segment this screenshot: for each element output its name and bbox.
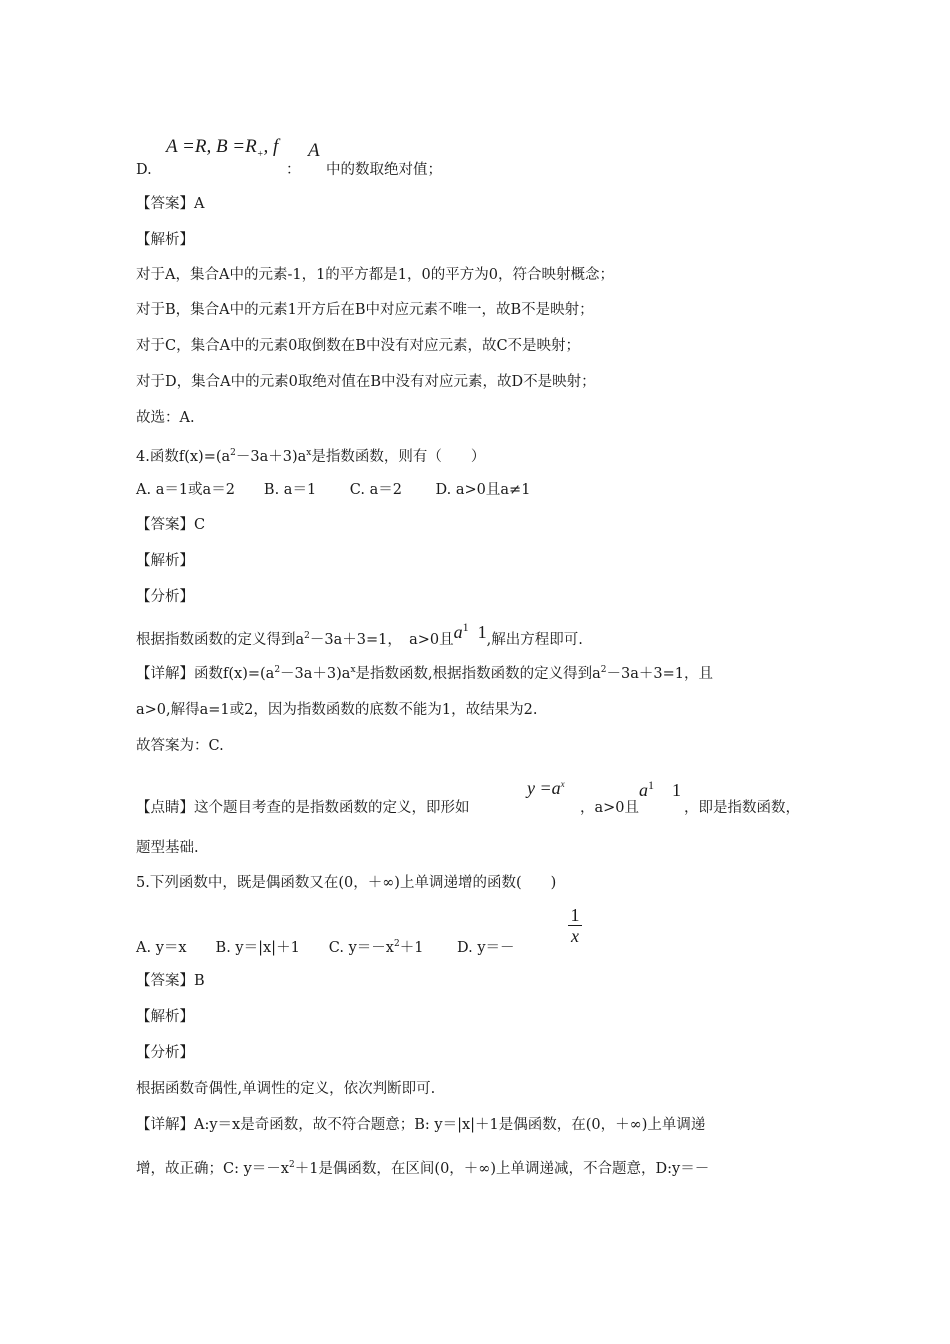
- option-d-math-a: A: [308, 140, 320, 161]
- dianjing-text: 【点睛】这个题目考查的是指数函数的定义，即形如: [136, 800, 470, 816]
- dianjing-mid: ，a>0且: [580, 800, 640, 816]
- q5-fraction: 1 x: [568, 905, 582, 946]
- q4-dianjing-line2: 题型基础.: [136, 840, 199, 856]
- q4-detail-line3: 故答案为：C.: [136, 738, 224, 754]
- q3-analysis-line: 对于C，集合A中的元素0取倒数在B中没有对应元素，故C不是映射；: [136, 338, 581, 354]
- colon: ：: [286, 162, 301, 178]
- q4-fenxi-title: 【分析】: [136, 589, 194, 605]
- option-label: D.: [136, 162, 152, 178]
- q5-analysis-title: 【解析】: [136, 1009, 194, 1025]
- q3-analysis-line: 对于A，集合A中的元素-1，1的平方都是1，0的平方为0，符合映射概念；: [136, 267, 614, 283]
- dianjing-post: ，即是指数函数，: [684, 800, 800, 816]
- q5-detail-line1: 【详解】A:y＝x是奇函数，故不符合题意；B: y＝|x|＋1是偶函数，在(0，＋∞)上单调递: [136, 1117, 706, 1133]
- q4-options: A. a＝1或a＝2 B. a＝1 C. a＝2 D. a>0且a≠1: [136, 482, 531, 498]
- q5-answer: 【答案】B: [136, 973, 205, 989]
- q5-fenxi-title: 【分析】: [136, 1045, 194, 1061]
- q4-detail-line1: 【详解】函数$f(x)=(a^2-3a+3)a^x$是指数函数,根据指数函数的定义得到$a^2-3a+3=1$，且: [136, 665, 714, 682]
- q4-answer: 【答案】C: [136, 517, 206, 533]
- q3-answer: 【答案】A: [136, 196, 205, 212]
- option-d-math: A =R, $B =R_+$, f: [166, 136, 279, 160]
- dianjing-math2: $a^1$ 1: [639, 778, 681, 800]
- q3-conclusion: 故选：A.: [136, 410, 195, 426]
- q3-analysis-line: 对于B，集合A中的元素1开方后在B中对应元素不唯一，故B不是映射；: [136, 302, 594, 318]
- q5-question: 5.下列函数中，既是偶函数又在(0，＋∞)上单调递增的函数( ): [136, 875, 557, 891]
- dianjing-math: $y =a^x$: [527, 778, 565, 798]
- q3-analysis-title: 【解析】: [136, 232, 194, 248]
- q4-analysis-title: 【解析】: [136, 553, 194, 569]
- q5-fenxi-text: 根据函数奇偶性,单调性的定义，依次判断即可.: [136, 1081, 436, 1097]
- q4-question: 4.函数$f(x)=(a^2-3a+3)a^x$是指数函数，则有（ ）: [136, 448, 486, 465]
- option-d-text: 中的数取绝对值；: [326, 162, 442, 178]
- q5-options: A. y＝x B. y＝|x|＋1 C. $y=-x^2+1$ D. y＝－: [136, 939, 515, 956]
- q4-detail-line2: a>0,解得a=1或2，因为指数函数的底数不能为1，故结果为2.: [136, 702, 538, 718]
- q4-fenxi-text: 根据指数函数的定义得到$a^2-3a+3=1$， a>0且$a^1$ 1,解出方程即可.: [136, 620, 583, 648]
- q5-detail-line2: 增，故正确；C: $y=-x^2+1$是偶函数，在区间(0，＋∞)上单调递减，不合题意，D:y＝－: [136, 1160, 710, 1177]
- q3-analysis-line: 对于D，集合A中的元素0取绝对值在B中没有对应元素，故D不是映射；: [136, 374, 596, 390]
